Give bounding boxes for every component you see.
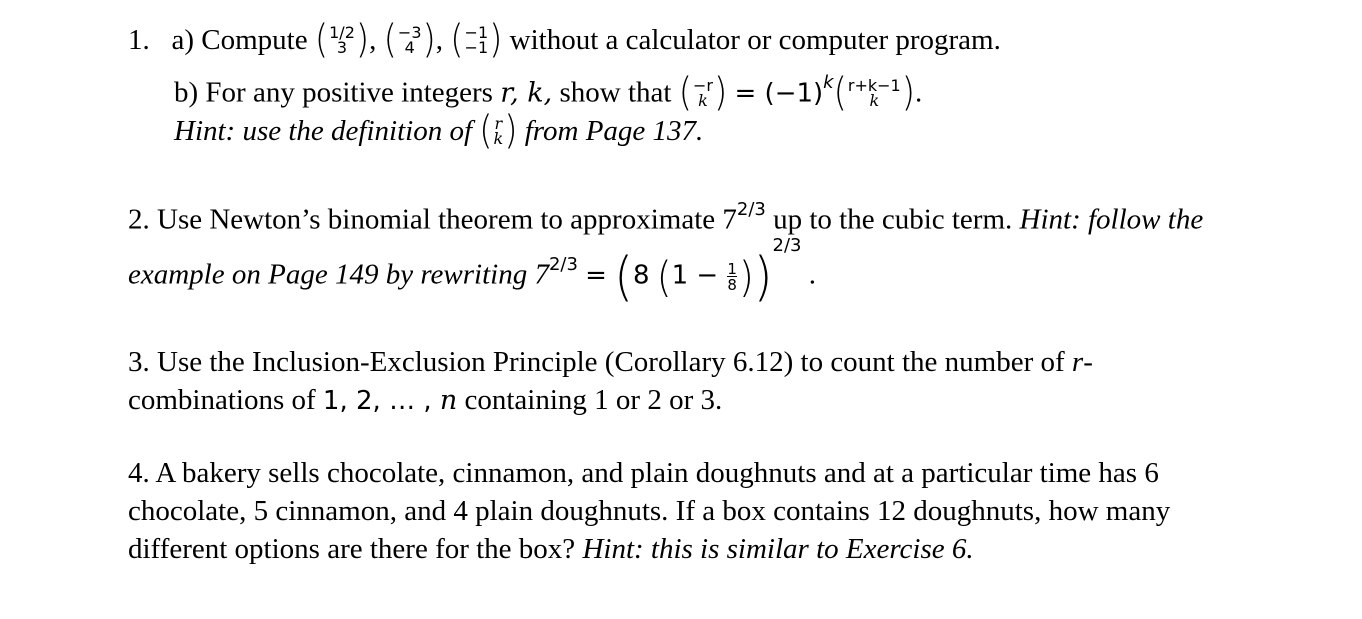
problem-1a-label: a) Compute: [171, 24, 308, 56]
problem-3-dash: -: [1083, 346, 1093, 378]
problem-1b-exp: k: [823, 72, 834, 93]
binom-3: ( −1 −1 ): [450, 17, 503, 64]
big-paren-open: (: [614, 246, 633, 308]
problem-4-line-2: chocolate, 5 cinnamon, and 4 plain doughnuts. If a box contains 12 doughnuts, how many: [128, 495, 1171, 527]
problem-2-eq: =: [585, 260, 607, 291]
problem-3-r: r: [1071, 346, 1084, 378]
problem-3-line-1: [128, 344, 1093, 380]
problem-1-line-b: [174, 68, 923, 116]
problem-1-number: 1.: [128, 24, 150, 56]
problem-2-exp-2: 2/3: [548, 254, 578, 275]
problem-2-text: 2. Use Newton’s binomial theorem to approximate 7: [128, 203, 737, 236]
problem-4-hint: Hint: this is similar to Exercise 6.: [582, 533, 974, 565]
binom-hint: ( r k ): [479, 108, 518, 155]
fraction-one-eighth: $\frac{1}{8}$: [727, 260, 737, 294]
problem-4-line-1: 4. A bakery sells chocolate, cinnamon, and plain doughnuts and at a particular time has 6: [128, 457, 1159, 489]
problem-1-hint: [174, 108, 704, 155]
problem-1-hint-pre: Hint: use the definition of: [174, 115, 473, 147]
problem-1b-end: .: [914, 76, 923, 109]
problem-3-line-2: [128, 382, 722, 419]
problem-3-text: 3. Use the Inclusion-Exclusion Principle (Corollary 6.12) to count the number of: [128, 346, 1065, 378]
problem-4-line-3: [128, 531, 974, 567]
problem-1b-vars: r, k,: [500, 77, 553, 109]
problem-2-line-2: [128, 235, 816, 308]
problem-2-one-minus: 1 −: [671, 260, 719, 291]
problem-2-outer-exp: 2/3: [772, 235, 802, 256]
problem-2-exp: 2/3: [736, 199, 766, 220]
problem-1b-eq: = (−1): [734, 78, 824, 109]
paren-close-inner: ): [738, 252, 754, 302]
binom-rhs: ( r+k−1 k ): [833, 70, 915, 116]
big-paren-close: ): [753, 246, 773, 308]
problem-4-question: different options are there for the box?: [128, 533, 576, 565]
problem-3-list: 1, 2, … ,: [322, 386, 440, 416]
problem-2-hint-2: example on Page 149 by rewriting 7: [128, 258, 549, 291]
problem-1-line-a: 1. a) Compute ( 1/2 3 ) , ( −3 4 ) , ( −1 −1 ) without a calculator or computer program.: [128, 17, 1001, 64]
problem-1b-label: b) For any positive integers: [174, 76, 493, 109]
problem-2-hint-1: Hint: follow the: [1019, 203, 1204, 236]
problem-3-post: containing 1 or 2 or 3.: [464, 384, 723, 416]
problem-1b-show: show that: [559, 76, 672, 109]
problem-2-end: .: [808, 258, 816, 291]
paren-open-inner: (: [656, 252, 672, 302]
problem-2-eight: 8: [632, 260, 650, 291]
binom-2: ( −3 4 ): [383, 17, 436, 64]
problem-1-hint-post: from Page 137.: [524, 115, 704, 147]
binom-lhs: ( −r k ): [678, 70, 728, 116]
problem-3-pre: combinations of: [128, 384, 316, 416]
problem-2-rest: up to the cubic term.: [773, 203, 1013, 236]
problem-3-n: n: [439, 385, 458, 416]
binom-1: ( 1/2 3 ): [314, 17, 370, 64]
problem-1a-rest: without a calculator or computer program.: [509, 24, 1001, 56]
problem-2-line-1: [128, 195, 1203, 238]
